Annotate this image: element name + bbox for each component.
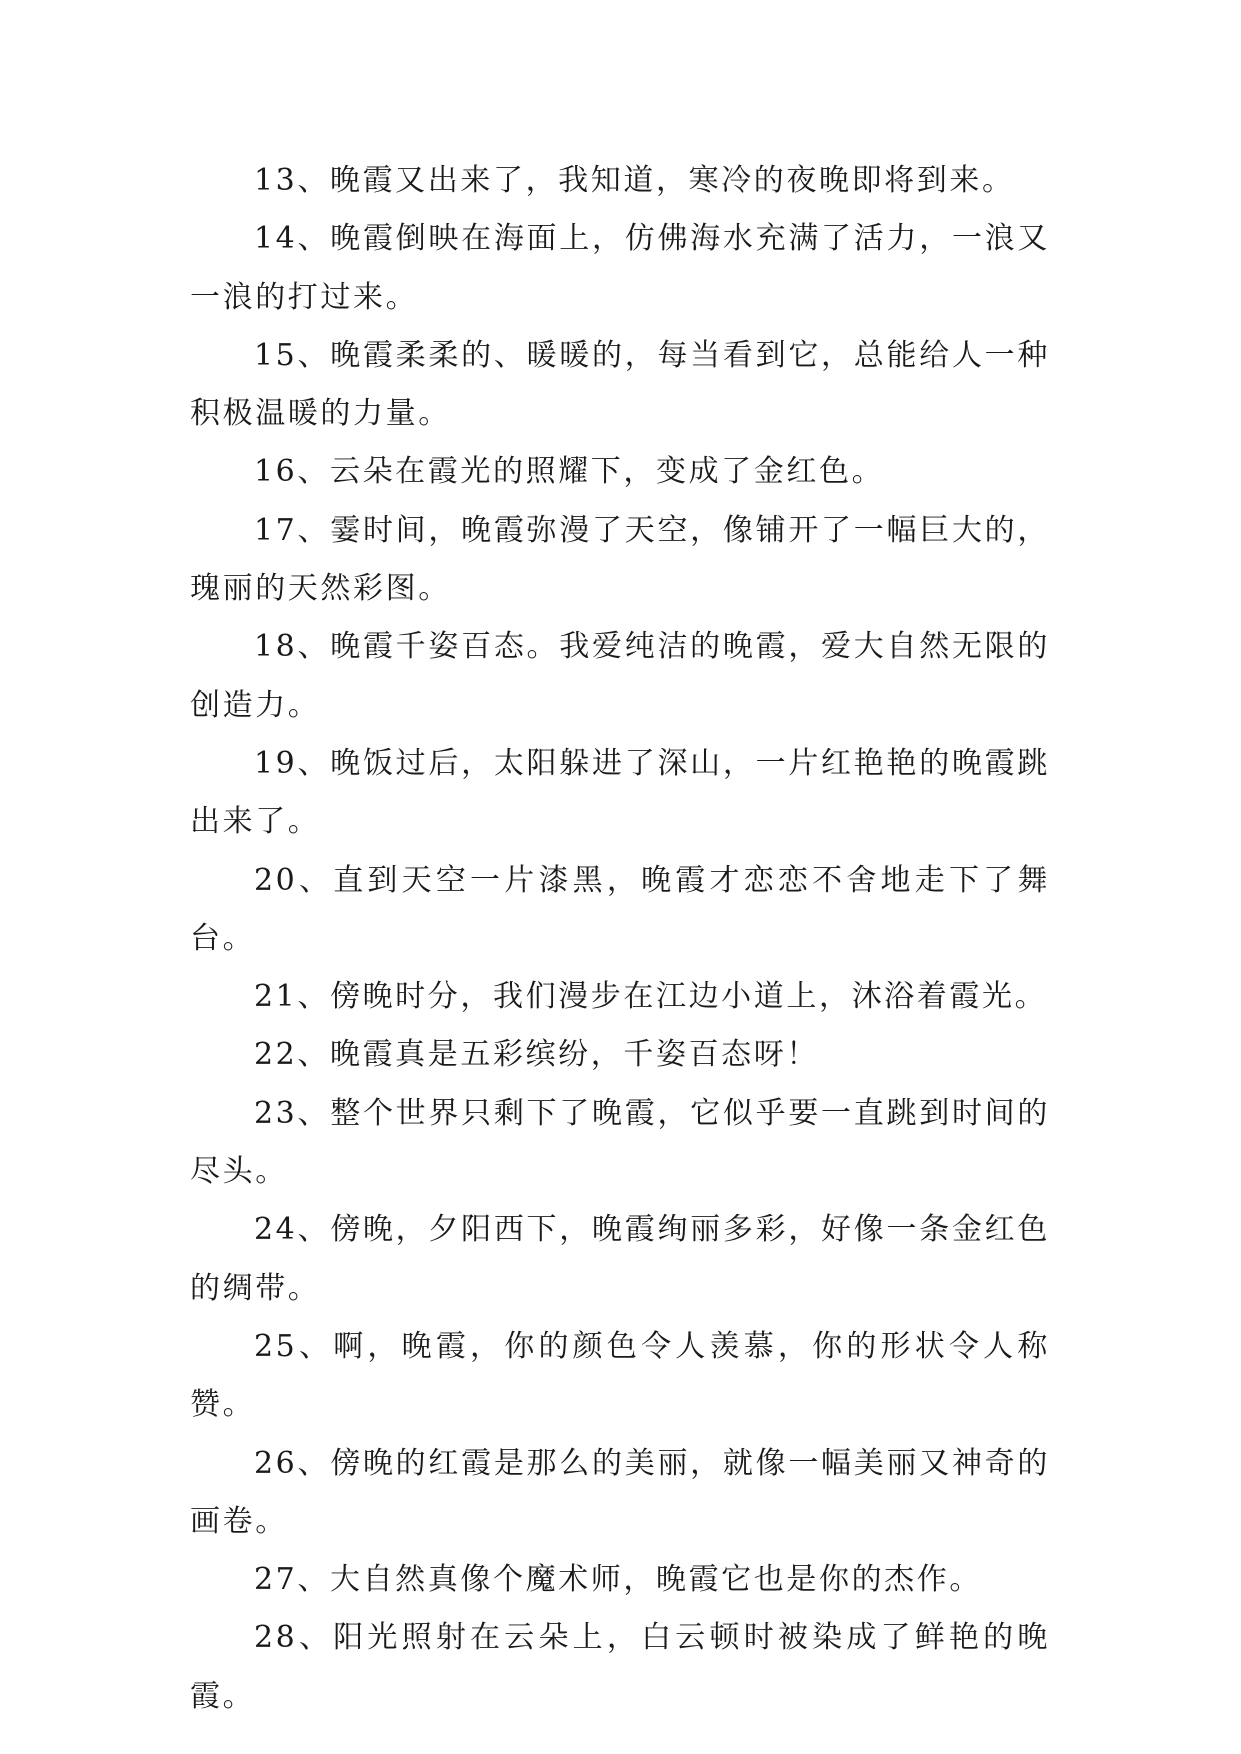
- paragraph-26: 26、傍晚的红霞是那么的美丽，就像一幅美丽又神奇的画卷。: [190, 1445, 1050, 1539]
- paragraph-18: 18、晚霞千姿百态。我爱纯洁的晚霞，爱大自然无限的创造力。: [190, 629, 1050, 723]
- paragraph-17: 17、霎时间，晚霞弥漫了天空，像铺开了一幅巨大的，瑰丽的天然彩图。: [190, 512, 1050, 607]
- paragraph-21: 21、傍晚时分，我们漫步在江边小道上，沐浴着霞光。: [254, 979, 1048, 1015]
- paragraph-24: 24、傍晚，夕阳西下，晚霞绚丽多彩，好像一条金红色的绸带。: [190, 1212, 1050, 1306]
- paragraph-22: 22、晚霞真是五彩缤纷，千姿百态呀！: [254, 1037, 819, 1073]
- paragraph-16: 16、云朵在霞光的照耀下，变成了金红色。: [254, 454, 885, 490]
- document-body: [190, 152, 1050, 1726]
- paragraph-13: 13、晚霞又出来了，我知道，寒冷的夜晚即将到来。: [254, 163, 1015, 198]
- paragraph-28: 28、阳光照射在云朵上，白云顿时被染成了鲜艳的晚霞。: [190, 1620, 1050, 1714]
- paragraph-15: 15、晚霞柔柔的、暖暖的，每当看到它，总能给人一种积极温暖的力量。: [190, 337, 1050, 432]
- paragraph-23: 23、整个世界只剩下了晚霞，它似乎要一直跳到时间的尽头。: [190, 1095, 1050, 1190]
- paragraph-14: 14、晚霞倒映在海面上，仿佛海水充满了活力，一浪又一浪的打过来。: [190, 221, 1050, 315]
- paragraph-20: 20、直到天空一片漆黑，晚霞才恋恋不舍地走下了舞台。: [190, 862, 1050, 956]
- paragraph-19: 19、晚饭过后，太阳躲进了深山，一片红艳艳的晚霞跳出来了。: [190, 745, 1050, 840]
- paragraph-27: 27、大自然真像个魔术师，晚霞它也是你的杰作。: [254, 1562, 982, 1598]
- paragraph-25: 25、啊，晚霞，你的颜色令人羡慕，你的形状令人称赞。: [190, 1328, 1050, 1423]
